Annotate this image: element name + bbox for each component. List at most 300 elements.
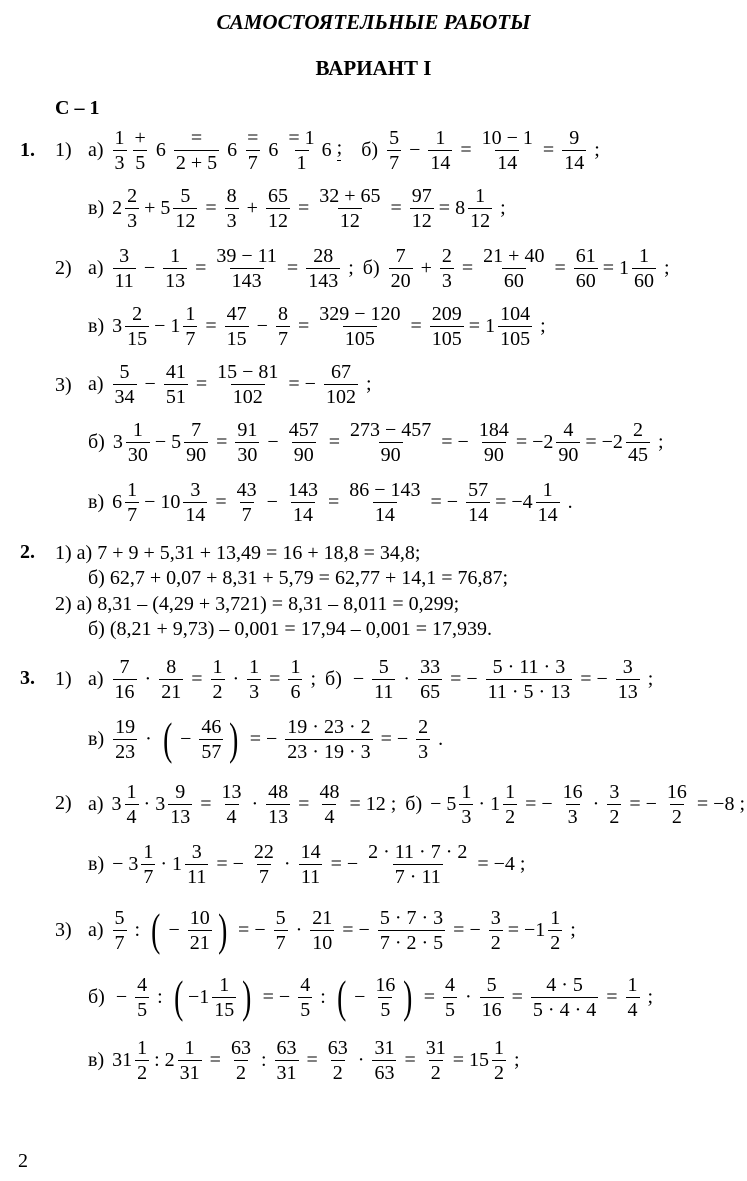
denominator: 7	[241, 503, 252, 526]
numerator: 3	[609, 780, 620, 803]
expression	[110, 657, 321, 702]
operator: −	[354, 985, 366, 1008]
numerator: 2 · 11 · 7 · 2	[368, 840, 468, 863]
denominator: 90	[293, 443, 314, 466]
denominator: 14	[292, 503, 313, 526]
task-number: 1.	[20, 139, 35, 161]
equation-row	[88, 414, 669, 470]
denominator: 2	[212, 680, 223, 703]
text-line: 2) а) 8,31 – (4,29 + 3,721) = 8,31 – 8,011 = 0,299;	[55, 593, 460, 615]
numerator: 5	[378, 655, 389, 678]
denominator: 63	[374, 1061, 395, 1084]
operator: = −	[288, 372, 316, 395]
fraction	[113, 657, 137, 702]
operator: =	[205, 314, 217, 337]
operator: ·	[251, 792, 259, 815]
operator: =	[460, 138, 472, 161]
operator: =	[327, 490, 340, 513]
numerator: ;	[336, 136, 343, 159]
fraction	[310, 908, 334, 953]
operator: = −	[249, 727, 278, 750]
fraction	[531, 975, 598, 1020]
numerator: 5 · 11 · 3	[492, 655, 566, 678]
denominator: 14	[374, 503, 395, 526]
numerator: 1	[170, 244, 181, 267]
operator: =	[191, 667, 203, 690]
numerator: =	[247, 126, 259, 149]
fraction	[168, 782, 192, 827]
fraction	[274, 908, 288, 953]
operator: ;	[664, 256, 670, 279]
item-label: а)	[88, 918, 104, 941]
whole-part: − 5	[154, 430, 182, 453]
whole-part: · 3	[143, 792, 166, 815]
fraction	[185, 842, 208, 887]
numerator: 28	[313, 244, 334, 267]
item-label: а)	[88, 667, 104, 690]
right-paren: )	[217, 904, 227, 955]
part-label: 3)	[55, 374, 72, 396]
numerator: 5	[486, 973, 497, 996]
operator: ·	[592, 792, 600, 815]
fraction	[373, 975, 397, 1020]
numerator: 2	[132, 302, 143, 325]
whole-part: : 2	[154, 1048, 175, 1071]
fraction	[562, 128, 586, 173]
denominator: 5 · 4 · 4	[532, 998, 597, 1021]
numerator: 184	[478, 418, 509, 441]
denominator: 105	[344, 327, 375, 350]
numerator: 1	[627, 973, 638, 996]
fraction	[480, 128, 535, 173]
numerator: 3	[190, 478, 201, 501]
fraction	[616, 657, 640, 702]
section-heading: С – 1	[55, 97, 100, 119]
operator: ;	[570, 918, 576, 941]
fraction	[173, 186, 197, 231]
denominator: 23 · 19 · 3	[287, 740, 371, 763]
numerator: 43	[236, 478, 257, 501]
fraction	[126, 420, 150, 465]
operator: ·	[357, 1048, 365, 1071]
fraction	[387, 128, 401, 173]
numerator: 32 + 65	[319, 184, 381, 207]
equation-row	[88, 474, 578, 530]
numerator: 63	[276, 1036, 297, 1059]
fraction	[366, 842, 469, 887]
numerator: =	[190, 126, 203, 149]
fraction	[372, 1038, 396, 1083]
numerator: 9	[569, 126, 580, 149]
item-label: а)	[88, 792, 104, 815]
fraction	[225, 186, 239, 231]
fraction	[245, 128, 260, 173]
denominator: 7	[277, 327, 288, 350]
fraction	[626, 420, 650, 465]
numerator: 33	[420, 655, 441, 678]
numerator: 5	[275, 906, 286, 929]
denominator: 2 + 5	[175, 151, 218, 174]
item-label: в)	[88, 314, 105, 337]
operator: =	[297, 196, 310, 219]
operator: +	[420, 256, 432, 279]
denominator: 5	[137, 998, 148, 1021]
operator: :	[320, 985, 326, 1008]
fraction	[335, 138, 345, 163]
numerator: 39 − 11	[216, 244, 277, 267]
whole-part: = −2	[515, 430, 554, 453]
fraction	[113, 362, 137, 407]
item-label: б)	[405, 792, 423, 815]
task-number: 3.	[20, 667, 35, 689]
operator: = 12 ;	[349, 792, 397, 815]
denominator: 14	[564, 151, 585, 174]
expression	[111, 420, 669, 465]
operator: 6	[155, 138, 166, 161]
fraction	[286, 128, 316, 173]
denominator: 30	[127, 443, 148, 466]
fraction	[424, 1038, 448, 1083]
denominator: 12	[267, 209, 288, 232]
denominator: 4	[627, 998, 638, 1021]
denominator: 11	[300, 865, 321, 888]
denominator: 3	[226, 209, 237, 232]
numerator: 104	[500, 302, 531, 325]
denominator: 5	[380, 998, 391, 1021]
fraction	[548, 908, 562, 953]
equation-row	[88, 836, 531, 892]
operator: 6	[268, 138, 279, 161]
expression	[386, 246, 675, 291]
fraction	[266, 782, 290, 827]
whole-part: 3	[112, 314, 123, 337]
denominator: 11	[187, 865, 207, 888]
whole-part: = 15	[452, 1048, 490, 1071]
denominator: 14	[430, 151, 451, 174]
fraction	[113, 717, 137, 762]
fraction	[481, 246, 546, 291]
item-label: в)	[88, 196, 105, 219]
numerator: 5	[180, 184, 191, 207]
operator: −	[256, 314, 268, 337]
equation-row	[88, 298, 551, 354]
numerator: 7	[119, 655, 130, 678]
numerator: 1	[114, 126, 125, 149]
operator: .	[567, 490, 573, 513]
denominator: 14	[497, 151, 518, 174]
expression	[348, 657, 658, 702]
variant-heading: ВАРИАНТ I	[315, 56, 432, 80]
operator: =	[200, 792, 212, 815]
operator: ;	[348, 256, 354, 279]
right-paren: )	[229, 713, 239, 764]
operator: ;	[540, 314, 546, 337]
expression	[110, 246, 359, 291]
denominator: 2	[235, 1061, 246, 1084]
denominator: 2	[505, 805, 516, 828]
operator: = −	[450, 667, 478, 690]
operator: =	[423, 985, 435, 1008]
denominator: 7	[143, 865, 154, 888]
denominator: 102	[232, 385, 263, 408]
numerator: 7	[191, 418, 202, 441]
fraction	[125, 186, 139, 231]
item-label: б)	[361, 138, 379, 161]
expression	[110, 186, 511, 231]
numerator: 5 · 7 · 3	[379, 906, 444, 929]
numerator: 1	[185, 302, 196, 325]
denominator: 13	[617, 680, 638, 703]
denominator: 3	[127, 209, 138, 232]
denominator: 30	[237, 443, 258, 466]
fraction	[486, 657, 573, 702]
operator: ·	[283, 852, 291, 875]
fraction	[317, 186, 382, 231]
denominator: 5	[135, 151, 146, 174]
operator: −	[168, 918, 180, 941]
fraction	[440, 246, 454, 291]
operator: ;	[500, 196, 506, 219]
whole-part: = 1	[468, 314, 496, 337]
operator: = −	[629, 792, 657, 815]
denominator: 20	[390, 269, 411, 292]
operator: =	[404, 1048, 416, 1071]
operator: = −	[430, 490, 459, 513]
numerator: 5	[119, 360, 130, 383]
fraction	[626, 975, 640, 1020]
operator: =	[542, 138, 555, 161]
fraction	[125, 480, 139, 525]
parenthesized-group	[334, 971, 416, 1022]
numerator: 57	[468, 478, 489, 501]
operator: ·	[232, 667, 240, 690]
equation-row	[88, 356, 377, 412]
denominator: 2	[671, 805, 682, 828]
fraction	[141, 842, 155, 887]
fraction	[113, 128, 127, 173]
denominator: 13	[268, 805, 289, 828]
denominator: 16	[114, 680, 135, 703]
equation-row	[88, 969, 658, 1025]
fraction	[183, 480, 207, 525]
denominator: 7 · 2 · 5	[379, 931, 444, 954]
whole-part: − 1	[154, 314, 181, 337]
item-label: б)	[325, 667, 342, 690]
operator: =	[286, 256, 299, 279]
fraction	[466, 480, 490, 525]
numerator: 4	[300, 973, 311, 996]
whole-part: = 1	[602, 256, 630, 279]
operator: .	[438, 727, 444, 750]
denominator: 2	[332, 1061, 343, 1084]
operator: =	[410, 314, 422, 337]
whole-part: · 1	[160, 852, 183, 875]
fraction	[410, 186, 434, 231]
operator: ·	[464, 985, 472, 1008]
denominator: 21	[189, 931, 210, 954]
expression	[384, 128, 605, 173]
whole-part: 3	[112, 430, 123, 453]
denominator: 2	[490, 931, 501, 954]
denominator: 10	[312, 931, 333, 954]
fraction	[317, 304, 402, 349]
fraction	[665, 782, 689, 827]
numerator: 2	[418, 715, 429, 738]
whole-part: · 1	[478, 792, 501, 815]
fraction	[133, 128, 148, 173]
fraction	[135, 975, 149, 1020]
part-label: 2)	[55, 257, 72, 279]
numerator: 1	[639, 244, 650, 267]
expression	[110, 304, 551, 349]
expression	[110, 904, 581, 955]
numerator: 63	[230, 1036, 251, 1059]
fraction	[443, 975, 457, 1020]
operator: = −	[580, 667, 608, 690]
equation-row	[88, 902, 581, 958]
equation-row	[88, 1032, 525, 1088]
operator: =	[215, 490, 227, 513]
fraction	[285, 717, 372, 762]
equation-row	[88, 240, 675, 296]
parenthesized-group	[160, 713, 242, 764]
numerator: 1	[290, 655, 301, 678]
expression	[428, 782, 747, 827]
operator: = −	[330, 852, 359, 875]
fraction	[235, 480, 259, 525]
item-label: б)	[88, 985, 105, 1008]
numerator: 1	[132, 418, 143, 441]
left-paren: (	[336, 971, 347, 1022]
denominator: 3	[461, 805, 472, 828]
denominator: 14	[537, 503, 558, 526]
fraction	[556, 420, 580, 465]
operator: = −8 ;	[696, 792, 746, 815]
numerator: 67	[330, 360, 351, 383]
operator: ;	[594, 138, 600, 161]
numerator: +	[134, 126, 146, 149]
fraction	[607, 782, 621, 827]
whole-part: 3	[111, 792, 122, 815]
right-paren: )	[242, 971, 252, 1022]
fraction	[125, 782, 139, 827]
fraction	[536, 480, 560, 525]
operator: = −	[525, 792, 553, 815]
numerator: 273 − 457	[349, 418, 432, 441]
whole-part: = −1	[507, 918, 546, 941]
numerator: 2	[632, 418, 643, 441]
whole-part: = −2	[585, 430, 623, 453]
denominator: 2	[494, 1061, 505, 1084]
denominator: 7 · 11	[394, 865, 441, 888]
numerator: 1	[143, 840, 154, 863]
denominator: 45	[627, 443, 648, 466]
fraction	[275, 1038, 299, 1083]
fraction	[288, 657, 302, 702]
fraction	[266, 186, 290, 231]
text-line: б) 62,7 + 0,07 + 8,31 + 5,79 = 62,77 + 14,1 = 76,87;	[88, 567, 509, 589]
operator: = −	[238, 918, 266, 941]
fraction	[348, 420, 433, 465]
numerator: 4	[137, 973, 148, 996]
operator: −	[143, 256, 156, 279]
equation-row	[88, 651, 658, 707]
operator: 6	[227, 138, 238, 161]
denominator: 11 · 5 · 13	[487, 680, 571, 703]
numerator: 61	[575, 244, 596, 267]
denominator	[337, 160, 341, 163]
operator: =	[269, 667, 281, 690]
fraction	[317, 782, 341, 827]
numerator: 1	[475, 184, 486, 207]
left-paren: (	[162, 713, 173, 764]
fraction	[225, 304, 249, 349]
fraction	[159, 657, 183, 702]
operator: = −	[441, 430, 469, 453]
operator: ·	[403, 667, 411, 690]
whole-part: = −4	[495, 490, 533, 513]
operator: −	[115, 985, 128, 1008]
numerator: 2	[127, 184, 138, 207]
fraction	[135, 1038, 149, 1083]
numerator: 1	[461, 780, 472, 803]
whole-part: − 10	[144, 490, 181, 513]
denominator: 3	[249, 680, 260, 703]
fraction	[178, 1038, 202, 1083]
numerator: 19	[115, 715, 136, 738]
numerator: 3	[119, 244, 130, 267]
equation-row	[88, 776, 747, 832]
fraction	[163, 246, 187, 291]
operator: =	[195, 372, 208, 395]
fraction	[214, 246, 279, 291]
numerator: = 1	[288, 126, 315, 149]
part-label: 1)	[55, 668, 72, 690]
denominator: 143	[231, 269, 262, 292]
operator: ;	[647, 985, 654, 1008]
denominator: 31	[276, 1061, 297, 1084]
numerator: 10 − 1	[481, 126, 533, 149]
operator: =	[306, 1048, 318, 1071]
numerator: 16	[666, 780, 687, 803]
fraction	[492, 1038, 506, 1083]
item-label: а)	[88, 372, 104, 395]
denominator: 3	[418, 740, 429, 763]
item-label: б)	[362, 256, 380, 279]
expression	[110, 782, 402, 827]
expression	[110, 713, 448, 764]
numerator: 209	[431, 302, 462, 325]
denominator: 16	[481, 998, 502, 1021]
numerator: 4	[563, 418, 574, 441]
fraction	[174, 128, 219, 173]
fraction	[389, 246, 413, 291]
fraction	[188, 908, 212, 953]
operator: :	[134, 918, 141, 941]
operator: =	[205, 196, 217, 219]
operator: =	[298, 792, 310, 815]
numerator: 5	[114, 906, 125, 929]
denominator: 14	[185, 503, 206, 526]
fraction	[184, 420, 208, 465]
fraction	[324, 362, 358, 407]
fraction	[306, 246, 340, 291]
denominator: 12	[411, 209, 432, 232]
fraction	[418, 657, 442, 702]
denominator: 13	[170, 805, 191, 828]
expression	[110, 1038, 524, 1083]
denominator: 4	[226, 805, 237, 828]
